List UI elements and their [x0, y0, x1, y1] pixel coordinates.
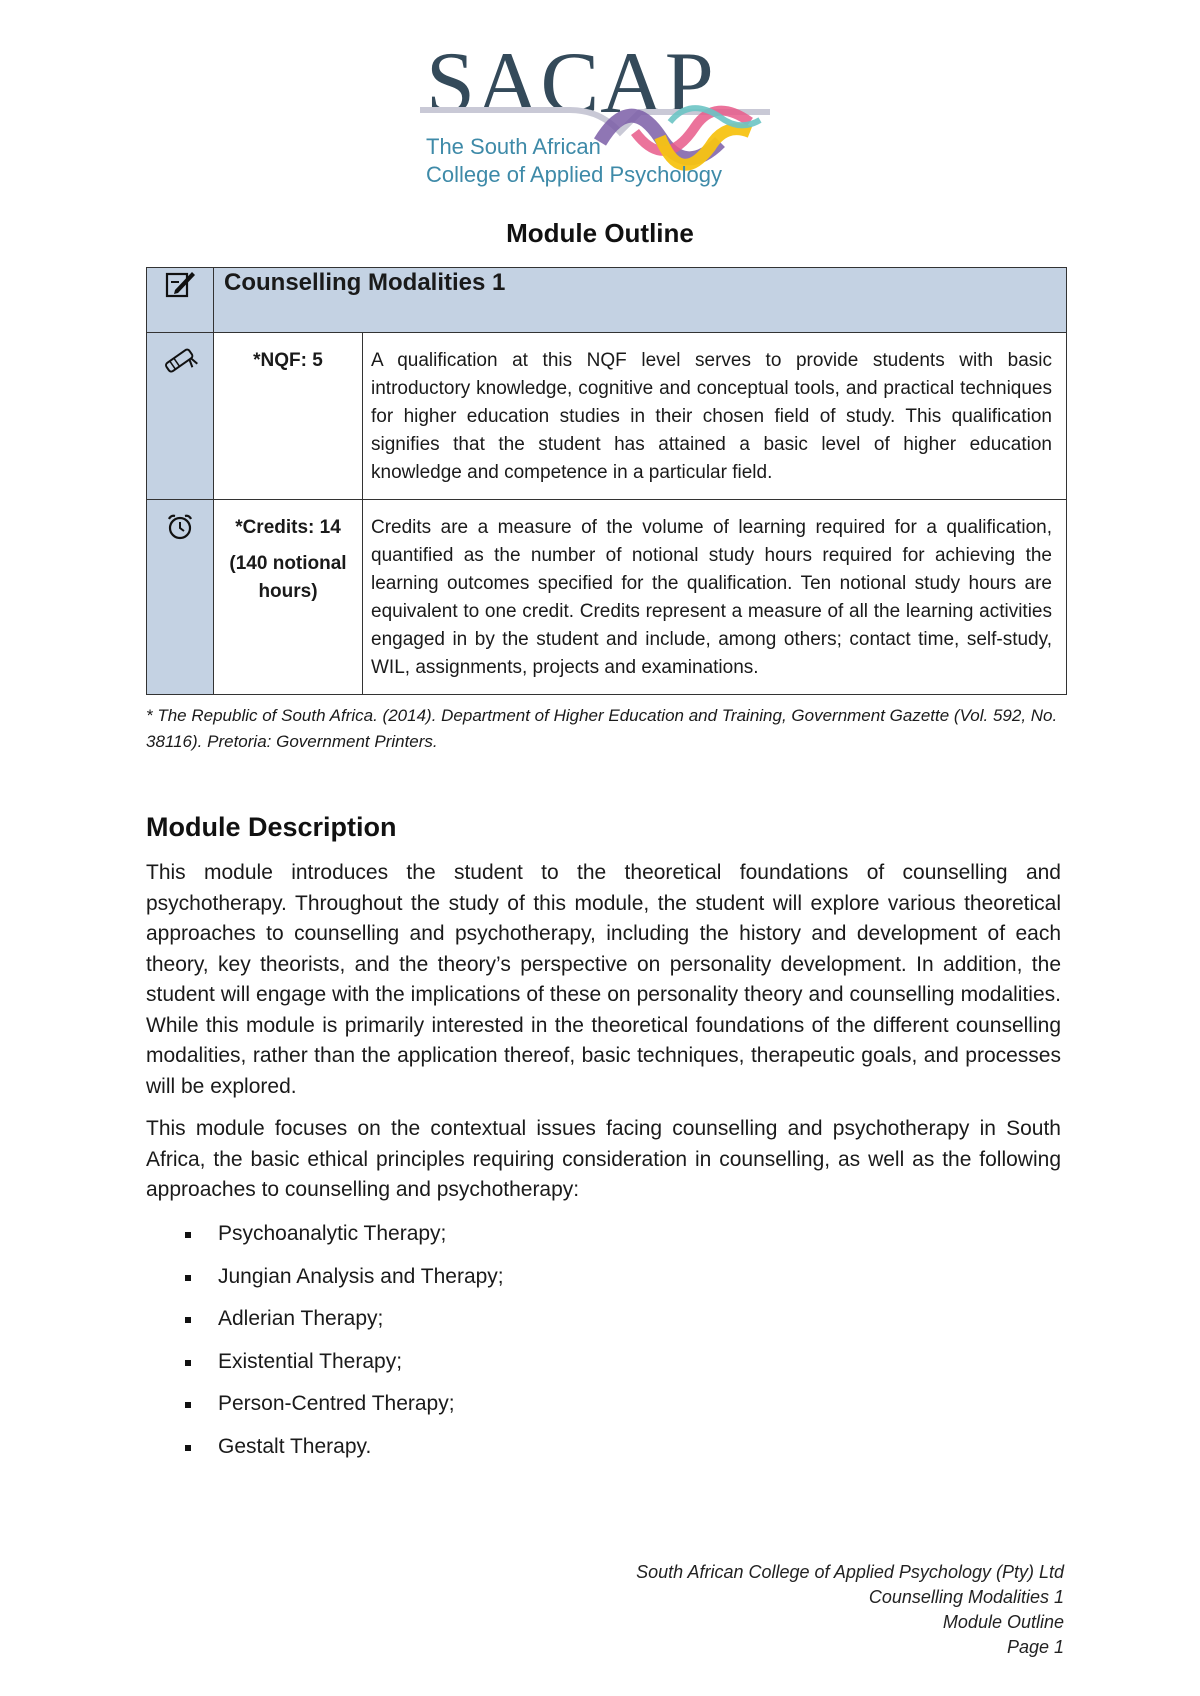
edit-note-icon	[163, 268, 197, 302]
approaches-list	[180, 1213, 504, 1468]
description-paragraph-1: This module introduces the student to the theoretical foundations of counselling and psychotherapy. Throughout the study of this module, the student will explore various theoretical approaches to counselling and psychotherapy, including the history and development of each theory, key theorists, and the theory’s perspective on personality development. In addition, the student will engage with the implications of these on personality theory and counselling modalities. While this module is primarily interested in the theoretical foundations of the different counselling modalities, rather than the application thereof, basic techniques, therapeutic goals, and processes will be explored.	[146, 861, 1061, 1098]
row-icon-cell	[147, 500, 214, 695]
credits-label	[214, 500, 363, 695]
list-item: Adlerian Therapy;	[180, 1298, 504, 1341]
list-item: Psychoanalytic Therapy;	[180, 1213, 504, 1256]
footer-module: Counselling Modalities 1	[868, 1587, 1064, 1607]
module-outline-table	[146, 267, 1067, 695]
list-item: Gestalt Therapy.	[180, 1426, 504, 1469]
module-name: Counselling Modalities 1	[214, 268, 1067, 333]
footer-document: Module Outline	[942, 1612, 1064, 1632]
logo-wordmark: SACAP	[426, 35, 715, 132]
credits-description: Credits are a measure of the volume of learning required for a qualification, quantified as the number of notional study hours required for achieving the learning outcomes specified for the qualification. Ten notional study hours are equivalent to one credit. Credits represent a measure of all the learning activities engaged in by the student and include, among others; contact time, self-study, WIL, assignments, projects and examinations.	[363, 500, 1067, 695]
description-paragraph-2: This module focuses on the contextual issues facing counselling and psychotherapy in South Africa, the basic ethical principles requiring consideration in counselling, as well as the following approaches to counselling and psychotherapy:	[146, 1117, 1061, 1201]
notional-hours: (140 notional hours)	[229, 553, 347, 602]
credits-value: *Credits: 14	[235, 517, 341, 538]
page-footer	[636, 1560, 1064, 1660]
list-item: Existential Therapy;	[180, 1341, 504, 1384]
nqf-description: A qualification at this NQF level serves to provide students with basic introductory knowledge, cognitive and conceptual tools, and practical techniques for higher education studies in their chosen field of study. This qualification signifies that the student has attained a basic level of higher education knowledge and competence in a particular field.	[363, 333, 1067, 500]
table-row	[147, 500, 1067, 695]
alarm-clock-icon	[165, 512, 195, 542]
list-item: Jungian Analysis and Therapy;	[180, 1256, 504, 1299]
footer-page-number: Page 1	[1006, 1637, 1064, 1657]
page-title: Module Outline	[506, 218, 694, 248]
header-icon-cell	[147, 268, 214, 333]
sacap-logo	[420, 35, 780, 200]
logo-tagline-line1: The South African	[426, 134, 601, 159]
table-row	[147, 333, 1067, 500]
logo-tagline-line2: College of Applied Psychology	[426, 162, 722, 187]
footer-company: South African College of Applied Psychology (Pty) Ltd	[636, 1562, 1064, 1582]
row-icon-cell	[147, 333, 214, 500]
table-header-row	[147, 268, 1067, 333]
nqf-level: *NQF: 5	[253, 350, 323, 371]
diploma-icon	[162, 345, 198, 375]
list-item: Person-Centred Therapy;	[180, 1383, 504, 1426]
module-description-heading: Module Description	[146, 812, 397, 842]
footnote-citation: * The Republic of South Africa. (2014). Department of Higher Education and Training, Government Gazette (Vol. 592, No. 38116). Pretoria: Government Printers.	[146, 706, 1058, 751]
nqf-label	[214, 333, 363, 500]
